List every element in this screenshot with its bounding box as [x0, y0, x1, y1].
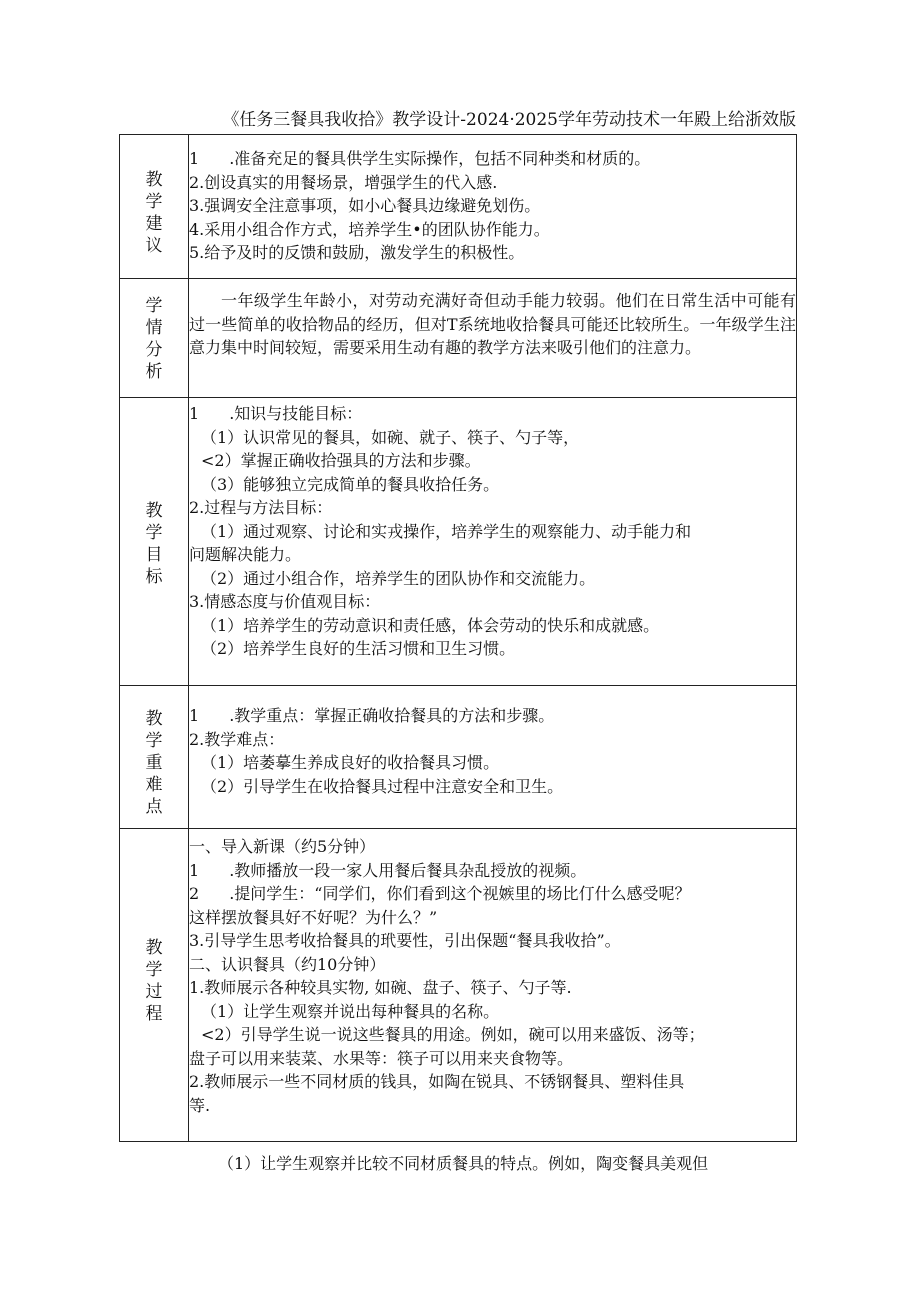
text-line [189, 614, 796, 638]
row-process [120, 829, 797, 1142]
line-text: .准备充足的餐具供学生实际操作，包括不同种类和材质的。 [229, 149, 651, 168]
line-text: .教学重点：掌握正确收拾餐具的方法和步骤。 [229, 706, 555, 725]
line-text: 5.给予及时的反馈和鼓励，激发学生的积极性。 [189, 243, 525, 262]
text-line [189, 835, 796, 859]
line-text: 1.教师展示各种较具实物, 如碗、盘子、筷子、勺子等. [189, 978, 572, 997]
text-line [189, 567, 796, 591]
text-line [189, 543, 796, 567]
text-line [189, 859, 796, 883]
row-objectives [120, 398, 797, 686]
line-text: 二、认识餐具（约10分钟） [189, 954, 386, 974]
section-label: 教学过程 [145, 938, 163, 1024]
row-analysis [120, 279, 797, 398]
text-line [189, 590, 796, 614]
line-text: <2）引导学生说一说这些餐具的用途。例如，碗可以用来盛饭、汤等； [201, 1025, 705, 1044]
line-text: （2）培养学生良好的生活习惯和卫生习惯。 [201, 639, 516, 658]
line-text: （1）培养学生的劳动意识和责任感，体会劳动的快乐和成就感。 [201, 615, 660, 635]
item-number: 1 [189, 860, 200, 880]
line-text: 等. [189, 1095, 211, 1115]
line-text: .知识与技能目标： [229, 404, 363, 423]
text-line [189, 728, 796, 752]
line-text: （3）能够独立完成简单的餐具收拾任务。 [201, 474, 500, 494]
label-cell [120, 398, 189, 686]
continued-text: （1）让学生观察并比较不同材质餐具的特点。例如，陶变餐具美观但 [218, 1154, 709, 1173]
label-cell [120, 279, 189, 398]
text-line [189, 520, 796, 544]
text-line [189, 1047, 796, 1071]
text-line [189, 1000, 796, 1024]
label-cell [120, 135, 189, 279]
item-number: 1 [189, 706, 200, 725]
line-text: 这样摆放餐具好不好呢？为什么？” [189, 907, 438, 927]
text-line [189, 426, 796, 450]
line-text: 3.情感态度与价值观目标： [189, 592, 381, 611]
line-text: 4.采用小组合作方式，培养学生•的团队协作能力。 [189, 219, 550, 239]
label-cell [120, 686, 189, 829]
text-line [189, 1094, 796, 1118]
line-text: （1）通过观察、讨论和实戎操作，培养学生的观察能力、动手能力和 [201, 521, 692, 541]
text-line [189, 473, 796, 497]
text-line [189, 241, 796, 265]
line-text: <2）掌握正确收拾强具的方法和步骤。 [201, 451, 481, 470]
text-line [189, 929, 796, 953]
text-line [189, 402, 796, 426]
text-line [189, 775, 796, 799]
line-text: 2.创设真实的用餐场景，增强学生的代入感. [189, 172, 498, 192]
text-line [189, 147, 796, 171]
line-text: （2）通过小组合作，培养学生的团队协作和交流能力。 [201, 568, 596, 588]
text-line [189, 496, 796, 520]
section-label: 学情分析 [145, 296, 163, 382]
text-line [189, 953, 796, 977]
text-line [189, 976, 796, 1000]
line-text: 3.强调安全注意事项，如小心餐具边缘避免划伤。 [189, 196, 541, 215]
text-line [189, 218, 796, 242]
text-line [189, 449, 796, 473]
text-line [189, 1023, 796, 1047]
row-key-points [120, 686, 797, 829]
line-text: （1）培萎摹生养成良好的收拾餐具习惯。 [201, 753, 500, 772]
text-line [189, 171, 796, 195]
line-text: 问题解决能力。 [189, 545, 302, 564]
line-text: .教师播放一段一家人用餐后餐具杂乱授放的视频。 [229, 860, 587, 880]
line-text: 3.引导学生思考收拾餐具的玳要性，引出保题“餐具我收拾”。 [189, 931, 621, 950]
line-text: （1）让学生观察并说出每种餐具的名称。 [201, 1001, 500, 1021]
item-number: 1 [189, 404, 200, 423]
line-text: 盘子可以用来装菜、水果等：筷子可以用来夹食物等。 [189, 1048, 574, 1068]
line-text: 一、导入新课（约5分钟） [189, 837, 376, 856]
text-line [189, 704, 796, 728]
text-line [189, 194, 796, 218]
line-text: （1）认识常见的餐具，如碗、就子、筷子、勺子等， [201, 427, 580, 447]
section-label: 教学目标 [145, 501, 163, 587]
document-title: 《任务三餐具我收拾》教学设计-2024·2025学年劳动技术一年殿上给浙效版 [222, 110, 796, 130]
item-number: 1 [189, 149, 200, 168]
text-line [189, 882, 796, 906]
line-text: （2）引导学生在收拾餐具过程中注意安全和卫生。 [201, 776, 564, 796]
line-text: .提问学生：“同学们，你们看到这个视嫉里的场比仃什么感受呢？ [229, 884, 691, 903]
content-cell [189, 829, 797, 1142]
text-line [189, 637, 796, 661]
text-line [189, 751, 796, 775]
line-text: 2.过程与方法目标： [189, 498, 333, 517]
line-text: 2.教师展示一些不同材质的钱具，如陶在锐具、不锈钢餐具、塑料佳具 [189, 1072, 685, 1091]
section-label: 教学建议 [145, 170, 163, 256]
row-suggestions [120, 135, 797, 279]
text-line [189, 906, 796, 930]
line-text: 2.教学难点： [189, 729, 285, 749]
section-label: 教学重难点 [145, 709, 163, 817]
analysis-paragraph: 一年级学生年龄小，对劳动充满好奇但动手能力较弱。他们在日常生活中可能有过一些简单的收拾物品的经历，但对T系统地收拾餐具可能还比较所生。一年级学生注意力集中时间较短，需要采用生动有趣的教学方法来吸引他们的注意力。 [189, 291, 796, 357]
content-cell [189, 135, 797, 279]
content-cell [189, 686, 797, 829]
content-cell [189, 398, 797, 686]
label-cell [120, 829, 189, 1142]
content-cell [189, 279, 797, 398]
text-line [189, 1070, 796, 1094]
item-number: 2 [189, 884, 200, 903]
lesson-plan-table [119, 134, 797, 1142]
